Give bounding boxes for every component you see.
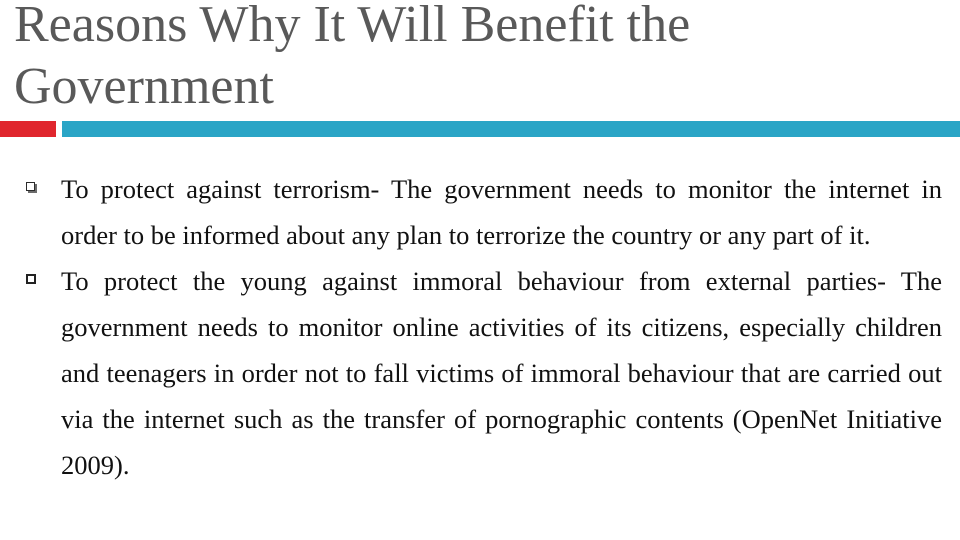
bullet-text: To protect against terrorism- The government needs to monitor the internet in order to be informed about any plan to terrorize the country or any part of it. xyxy=(61,174,942,250)
bullet-text: To protect the young against immoral behaviour from external parties- The government needs to monitor online activities of its citizens, especially children and teenagers in order not to fall victims of immoral behaviour that are carried out via the internet such as the transfer of pornographic contents (OpenNet Initiative 2009). xyxy=(61,266,942,480)
bullet-item xyxy=(0,166,960,258)
title-accent-bar-blue xyxy=(62,121,960,137)
square-bullet-icon xyxy=(26,182,35,191)
bullet-item xyxy=(0,258,960,488)
bullet-list xyxy=(0,166,960,488)
title-accent-bar-red xyxy=(0,121,56,137)
hollow-square-bullet-icon xyxy=(26,274,36,284)
slide-title: Reasons Why It Will Benefit the Government xyxy=(14,0,691,115)
